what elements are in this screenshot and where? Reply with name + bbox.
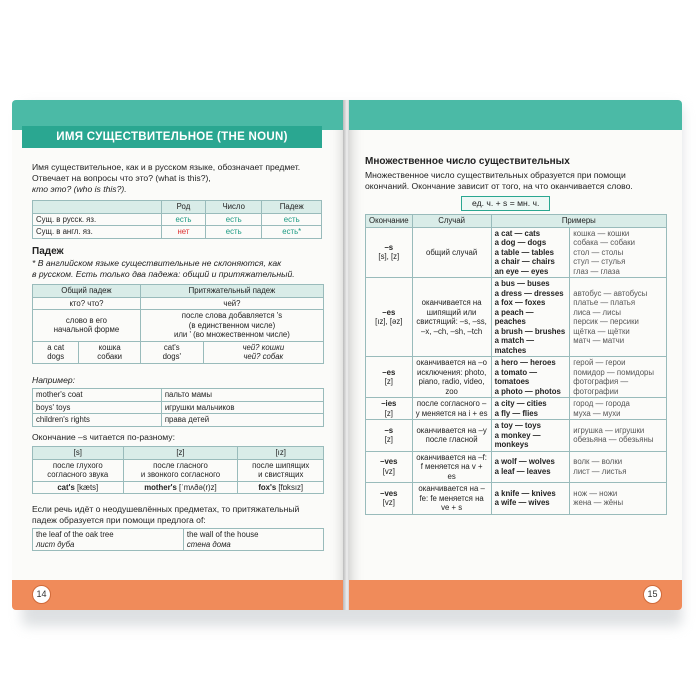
case-description: оканчивается на –o исключения: photo, piano, radio, video, zoo [416, 358, 487, 396]
table-row [366, 483, 667, 515]
top-band [349, 100, 682, 130]
of-rule-line-1: Если речь идёт о неодушевлённых предметах, то притяжательный [32, 504, 300, 514]
cell-line: чей? кошки [242, 342, 285, 352]
example-en: a table — tables [494, 247, 554, 257]
example-en: a monkey — monkeys [494, 430, 541, 449]
table-row [366, 420, 667, 452]
ending: –ves [380, 488, 398, 498]
cell [570, 357, 667, 398]
of-rule-text [32, 504, 332, 526]
cell-line: the leaf of the oak tree [36, 530, 114, 539]
cell: чей? [140, 297, 323, 310]
page-left [12, 100, 345, 610]
intro-line-3: кто это? (who is this?). [32, 184, 127, 194]
example-en: a wolf — wolves [494, 457, 555, 467]
pronunciation-table [32, 446, 324, 494]
cell: нет [162, 226, 206, 239]
row-label: Сущ. в англ. яз. [33, 226, 162, 239]
cell [570, 398, 667, 420]
col-header: Род [162, 201, 206, 214]
case-description: оканчивается на шипящий или свистящий: –s, –ss, –x, –ch, –sh, –tch [416, 298, 487, 336]
cell [366, 451, 413, 483]
case-description: после согласного –y меняется на i + es [415, 399, 488, 418]
transcription: [s], [z] [378, 252, 400, 262]
page-title: ИМЯ СУЩЕСТВИТЕЛЬНОЕ (THE NOUN) [22, 126, 322, 148]
example-ru: нож — ножи [573, 488, 618, 498]
cell-line: согласного звука [47, 470, 109, 479]
example-en: a chair — chairs [494, 257, 555, 266]
table-row [366, 398, 667, 420]
cell [366, 420, 413, 452]
example-en: a leaf — leaves [494, 466, 551, 476]
table-row [366, 357, 667, 398]
cell [412, 398, 491, 420]
cell-line: кошка [98, 342, 121, 352]
example-ru: обезьяна — обезьяны [573, 435, 654, 445]
pronunciation-heading: Окончание –s читается по-разному: [32, 432, 175, 442]
plural-table [365, 214, 667, 515]
cell [33, 529, 184, 551]
cell-line: и звонкого согласного [140, 470, 221, 479]
row-label: Сущ. в русск. яз. [33, 213, 162, 226]
col-header: Примеры [491, 215, 666, 228]
example-ru: помидор — помидоры [573, 367, 654, 377]
col-header: Падеж [262, 201, 322, 214]
cell [412, 357, 491, 398]
example-ru: стул — стулья [573, 257, 626, 266]
cell-line: слово в его [65, 315, 107, 325]
ending: –s [384, 425, 394, 435]
example-en: a fly — flies [494, 408, 538, 418]
col-header: Окончание [366, 215, 413, 228]
example-ru: кошка — кошки [573, 228, 630, 238]
col-header: Притяжательный падеж [140, 285, 323, 298]
col-header: [z] [123, 447, 238, 460]
cell: есть [162, 213, 206, 226]
transcription: [ˈmʌðə(r)z] [179, 482, 217, 492]
transcription: [z] [384, 435, 393, 445]
cell [491, 227, 570, 278]
cell [491, 278, 570, 357]
cell: есть* [262, 226, 322, 239]
example-ru: персик — персики [573, 317, 639, 326]
cell [366, 357, 413, 398]
transcription: [vz] [382, 498, 395, 508]
cell: есть [262, 213, 322, 226]
col-header [33, 201, 162, 214]
case-description: общий случай [426, 247, 478, 257]
cell-line: после глухого [52, 460, 103, 470]
example-en: a match — matches [494, 336, 535, 355]
example-en: a tomato — tomatoes [494, 367, 538, 386]
case-note [32, 258, 332, 280]
ending: –ies [381, 399, 397, 408]
ending: –es [382, 367, 396, 377]
intro-line-2: окончаний. Окончание зависит от того, на что оканчивается слово. [365, 181, 633, 191]
example-ru: глаз — глаза [573, 266, 620, 276]
example-en: a brush — brushes [494, 326, 566, 336]
cell [570, 420, 667, 452]
cell: кто? что? [33, 297, 141, 310]
plural-rows [366, 227, 667, 514]
cell [33, 310, 141, 342]
example-ru: муха — мухи [573, 408, 621, 418]
page-number: 15 [643, 585, 662, 604]
cell [33, 341, 79, 363]
cell-line: cat's [163, 342, 180, 352]
cell-line: dogs' [162, 352, 181, 361]
example-en: a fox — foxes [494, 298, 546, 307]
cell [183, 529, 323, 551]
table-row [366, 451, 667, 483]
cell-line: the wall of the house [186, 530, 259, 539]
cell: есть [205, 226, 262, 239]
example-en: an eye — eyes [494, 266, 549, 276]
example-ru: фотография — фотографии [573, 377, 629, 396]
example-word: mother's [144, 482, 177, 492]
formula-box: ед. ч. + s = мн. ч. [461, 196, 550, 211]
cell-line: a cat [47, 342, 65, 352]
example-en: a hero — heroes [494, 358, 556, 367]
cell: children's rights [33, 414, 162, 427]
cell [491, 398, 570, 420]
example-word: fox's [258, 482, 277, 492]
bottom-band [12, 580, 345, 610]
cell [570, 451, 667, 483]
cell-line: лист дуба [36, 539, 75, 549]
of-example-table [32, 528, 324, 551]
cell-line: или ' (во множественном числе) [174, 330, 290, 339]
cell [123, 481, 238, 494]
example-en: a wife — wives [494, 498, 550, 508]
ending: –s [384, 242, 394, 252]
transcription: [fɒksız] [278, 482, 304, 492]
of-rule-line-2: падеж образуется при помощи предлога of: [32, 515, 206, 525]
example-en: a toy — toys [494, 421, 541, 430]
table-row [366, 278, 667, 357]
cell [366, 483, 413, 515]
transcription: [z] [384, 408, 393, 418]
example-ru: герой — герои [573, 358, 626, 367]
page-number: 14 [32, 585, 51, 604]
example-ru: автобус — автобусы [573, 288, 648, 298]
section-title: Множественное число существительных [365, 156, 570, 167]
cell-line: после шипящих [252, 460, 310, 470]
example-ru: жена — жёны [573, 498, 624, 508]
case-table [32, 284, 324, 364]
case-description: оканчивается на –y после гласной [416, 425, 487, 445]
cell [412, 451, 491, 483]
intro-line-1: Множественное число существительных образуется при помощи [365, 170, 626, 180]
cell [238, 459, 324, 481]
transcription: [vz] [382, 466, 395, 476]
cell [366, 398, 413, 420]
cell-line: начальной форме [53, 325, 120, 335]
example-en: a city — cities [494, 399, 547, 408]
col-header: Число [205, 201, 262, 214]
cell [412, 227, 491, 278]
example-ru: собака — собаки [573, 238, 635, 247]
intro-line-1: Имя существительное, как и в русском языке, обозначает предмет. [32, 162, 301, 172]
cell [238, 481, 324, 494]
cell: есть [205, 213, 262, 226]
example-en: a peach — peaches [494, 307, 534, 326]
example-ru: волк — волки [573, 457, 623, 467]
cell-line: (в единственном числе) [188, 320, 276, 330]
example-en: a bus — buses [494, 279, 550, 288]
example-heading: Например: [32, 375, 76, 385]
intro-line-2: Отвечает на вопросы что это? (what is this?), [32, 173, 211, 183]
table-row [366, 227, 667, 278]
cell [491, 357, 570, 398]
cell [33, 481, 124, 494]
cell-line: и свистящих [258, 470, 304, 479]
intro-text [32, 162, 332, 195]
cell [491, 420, 570, 452]
example-ru: игрушка — игрушки [573, 425, 645, 435]
case-description: оканчивается на –fe: fe меняется на ve + s [418, 484, 485, 512]
page-right [349, 100, 682, 610]
case-heading: Падеж [32, 246, 64, 257]
cell [570, 278, 667, 357]
cell [366, 278, 413, 357]
cell [79, 341, 141, 363]
cell [570, 483, 667, 515]
cell-line: чей? собак [243, 352, 284, 361]
example-table [32, 388, 324, 427]
col-header: Случай [412, 215, 491, 228]
col-header: [ız] [238, 447, 324, 460]
example-ru: лист — листья [573, 466, 627, 476]
cell [491, 451, 570, 483]
example-en: a knife — knives [494, 488, 556, 498]
cell: boys' toys [33, 401, 162, 414]
case-note-line-1: * В английском языке существительные не склоняются, как [32, 258, 282, 268]
example-ru: матч — матчи [573, 336, 625, 345]
ending: –es [382, 307, 396, 317]
cell-line: dogs [47, 352, 65, 361]
transcription: [kæts] [76, 482, 99, 492]
cell: mother's coat [33, 389, 162, 402]
example-ru: город — города [573, 399, 630, 408]
gender-table [32, 200, 322, 239]
example-word: cat's [57, 482, 75, 492]
example-ru: платье — платья [573, 298, 636, 307]
col-header: Общий падеж [33, 285, 141, 298]
cell [412, 278, 491, 357]
example-en: a dog — dogs [494, 238, 547, 247]
cell: игрушки мальчиков [161, 401, 323, 414]
cell: права детей [161, 414, 323, 427]
example-ru: щётка — щётки [573, 326, 630, 336]
cell [366, 227, 413, 278]
cell-line: собаки [97, 352, 122, 361]
cell [203, 341, 323, 363]
cell [140, 341, 203, 363]
ending: –ves [380, 457, 398, 467]
example-en: a cat — cats [494, 228, 541, 238]
example-ru: стол — столы [573, 247, 624, 257]
cell [123, 459, 238, 481]
bottom-band [349, 580, 682, 610]
cell-line: после слова добавляется 's [181, 311, 283, 320]
cell [491, 483, 570, 515]
example-ru: лиса — лисы [573, 307, 621, 317]
case-note-line-2: в русском. Есть только два падежа: общий и притяжательный. [32, 269, 295, 279]
transcription: [ız], [əz] [375, 317, 403, 326]
cell [412, 420, 491, 452]
example-en: a photo — photos [494, 386, 561, 396]
cell-line: после гласного [153, 460, 208, 470]
cell [570, 227, 667, 278]
transcription: [z] [384, 377, 393, 386]
cell [140, 310, 323, 342]
cell [33, 459, 124, 481]
open-workbook [12, 100, 688, 620]
intro-text [365, 170, 675, 192]
col-header: [s] [33, 447, 124, 460]
cell-line: стена дома [186, 539, 231, 549]
cell [412, 483, 491, 515]
cell: пальто мамы [161, 389, 323, 402]
example-en: a dress — dresses [494, 288, 564, 298]
case-description: оканчивается на –f: f меняется на v + es [416, 452, 487, 481]
